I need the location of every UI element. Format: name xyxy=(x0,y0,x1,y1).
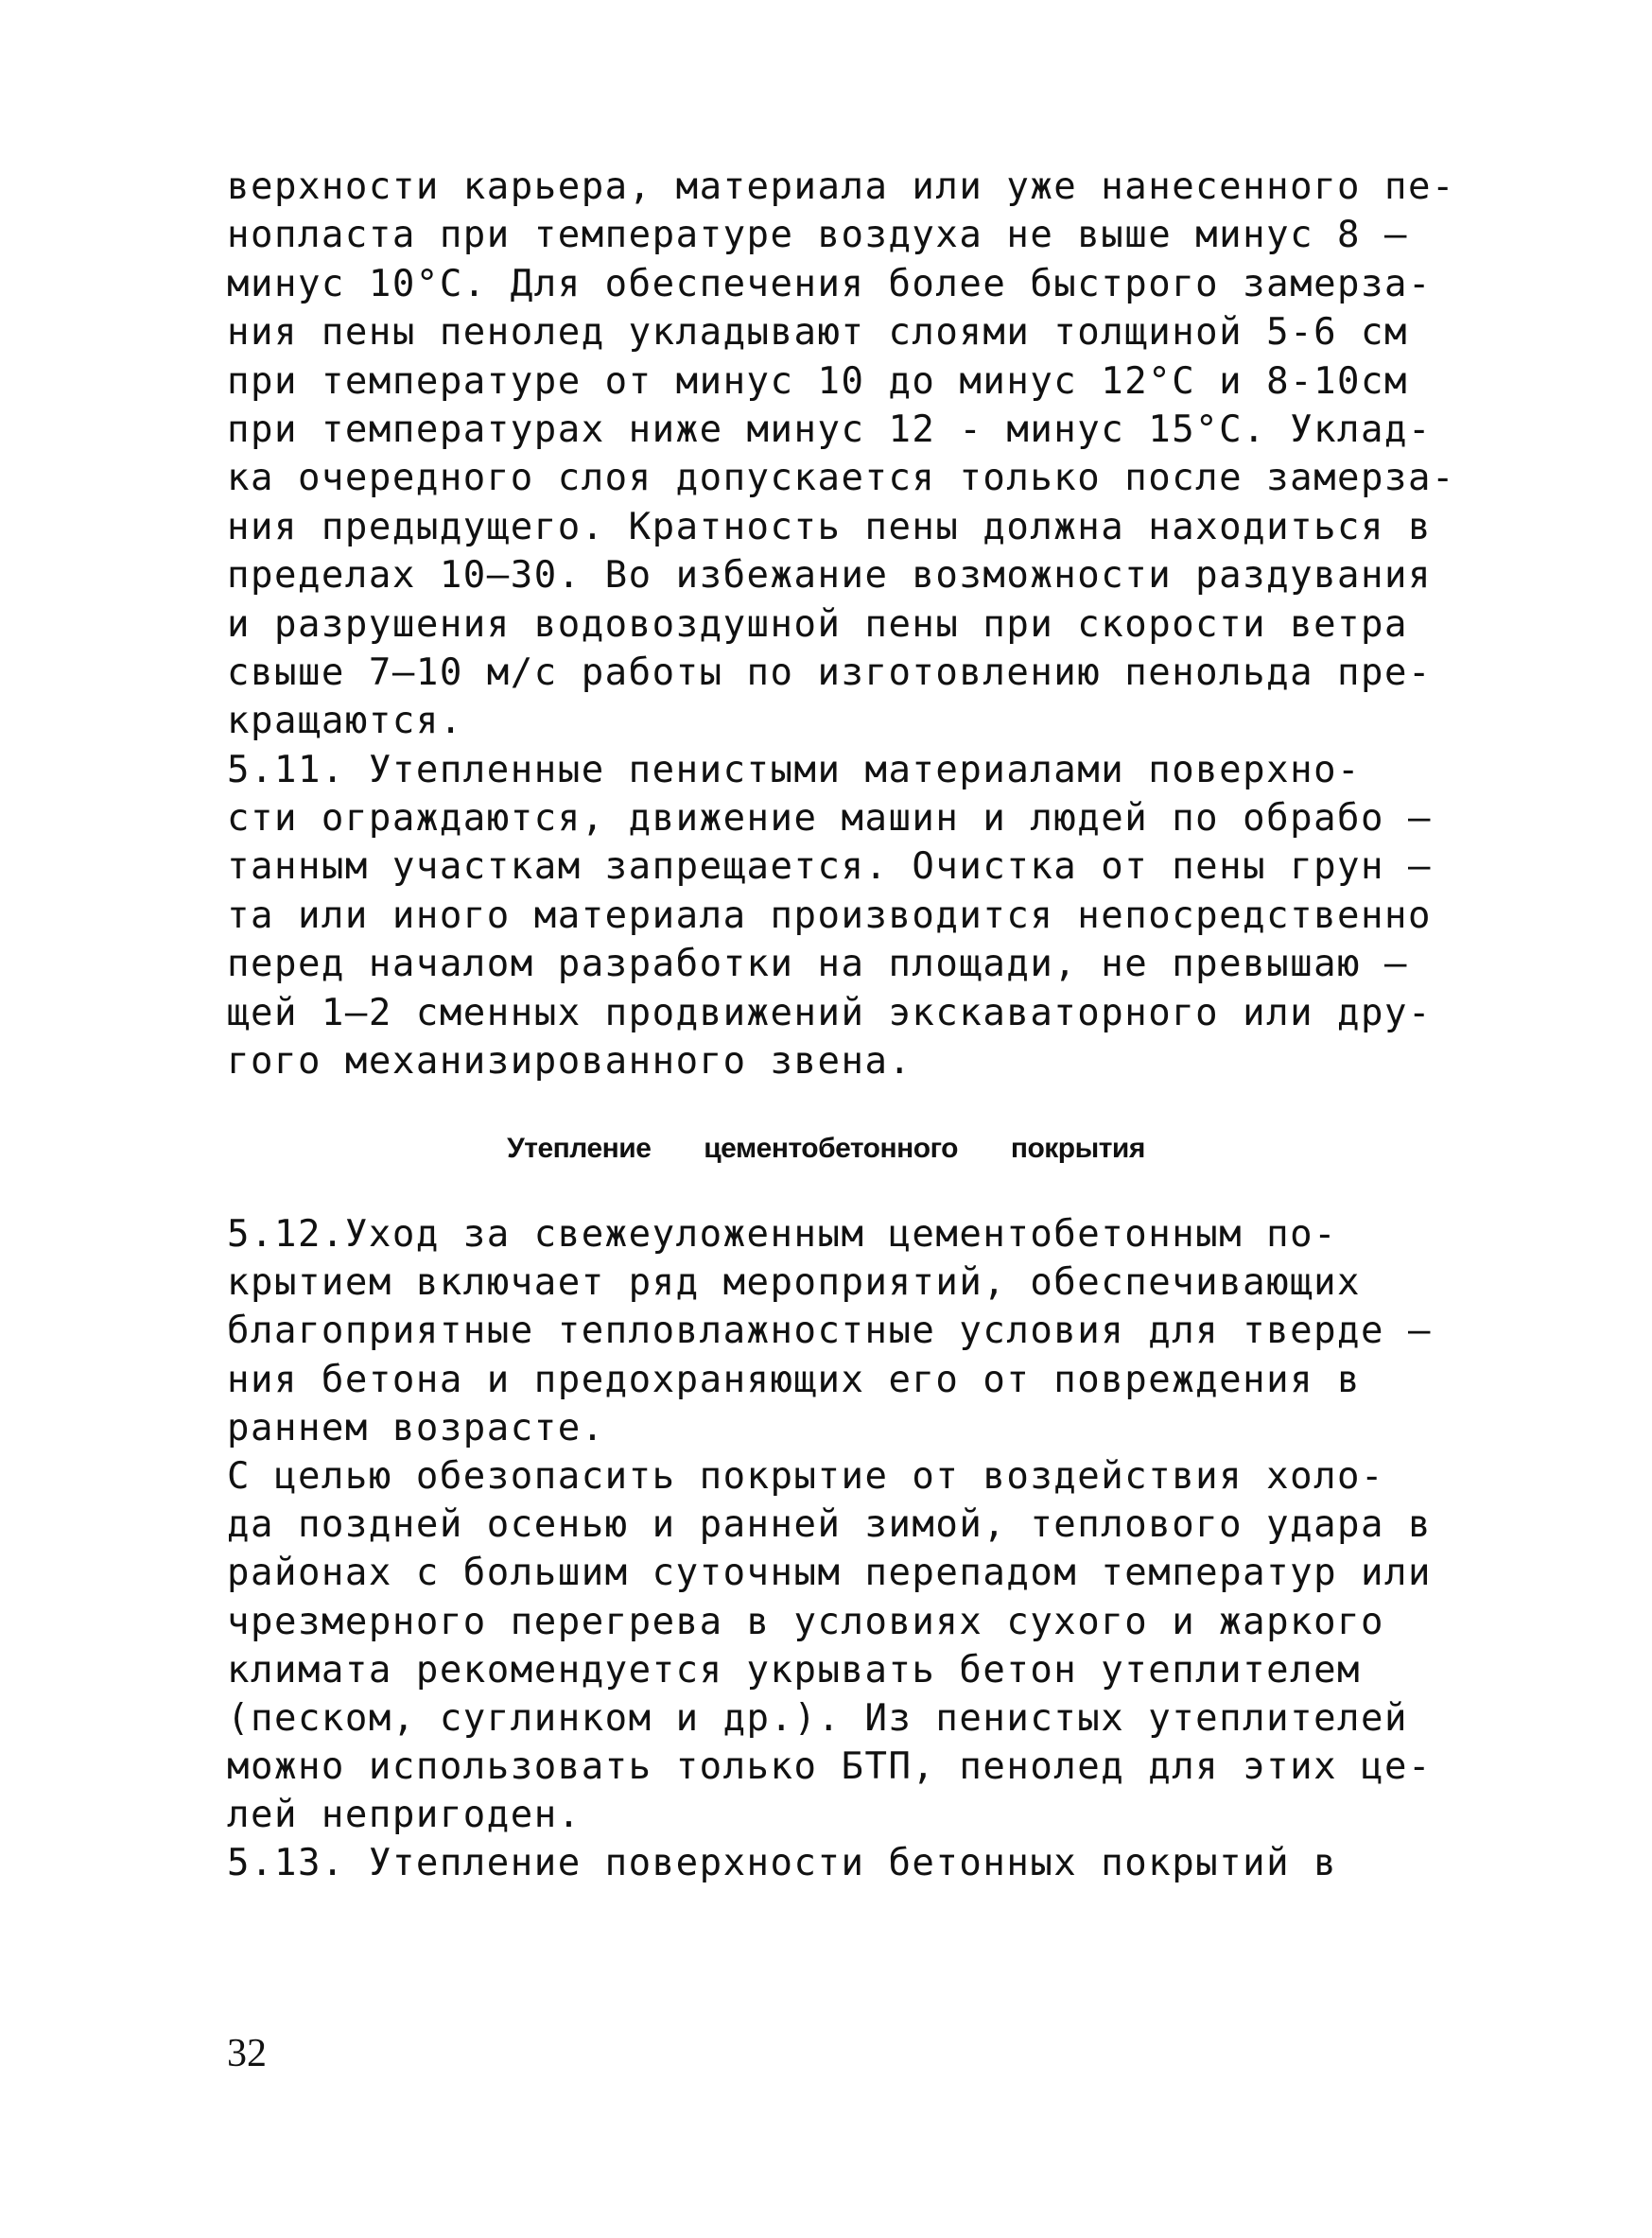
text-line: гого механизированного звена. xyxy=(227,1040,913,1084)
text-line: верхности карьера, материала или уже нанесенного пе- xyxy=(227,165,1455,208)
text-line: свыше 7–10 м/с работы по изготовлению пенольда пре- xyxy=(227,651,1432,694)
text-line: и разрушения водовоздушной пены при скорости ветра xyxy=(227,602,1408,646)
body-text-block-2 xyxy=(227,1210,1432,1888)
text-line: ка очередного слоя допускается только после замерза- xyxy=(227,457,1455,500)
text-line: минус 10°С. Для обеспечения более быстрого замерза- xyxy=(227,262,1432,305)
text-line: С целью обезопасить покрытие от воздействия холо- xyxy=(227,1454,1385,1498)
paragraph-5-11-first-line: 5.11. Утепленные пенистыми материалами поверхно- xyxy=(227,748,1362,791)
text-line: крытием включает ряд мероприятий, обеспечивающих xyxy=(227,1261,1362,1305)
section-heading: Утепление цементобетонного покрытия xyxy=(507,1133,1145,1164)
text-line: при температурах ниже минус 12 - минус 15°С. Уклад- xyxy=(227,408,1432,451)
text-line: сти ограждаются, движение машин и людей по обрабо – xyxy=(227,797,1432,841)
text-line: можно использовать только БТП, пенолед для этих це- xyxy=(227,1745,1432,1789)
text-line: ния пены пенолед укладывают слоями толщиной 5-6 см xyxy=(227,311,1408,355)
paragraph-5-12-first-line: 5.12.Уход за свежеуложенным цементобетонным по- xyxy=(227,1213,1338,1256)
text-line: раннем возрасте. xyxy=(227,1406,605,1449)
text-line: климата рекомендуется укрывать бетон утеплителем xyxy=(227,1648,1362,1692)
text-line: щей 1–2 сменных продвижений экскаваторного или дру- xyxy=(227,991,1432,1034)
text-line: пределах 10–30. Во избежание возможности раздувания xyxy=(227,554,1432,598)
text-line: при температуре от минус 10 до минус 12°С и 8-10см xyxy=(227,359,1408,403)
text-line: перед началом разработки на площади, не превышаю – xyxy=(227,943,1408,986)
text-line: благоприятные тепловлажностные условия для тверде – xyxy=(227,1310,1432,1353)
text-line: та или иного материала производится непосредственно xyxy=(227,893,1432,937)
text-line: танным участкам запрещается. Очистка от пены грун – xyxy=(227,845,1432,889)
text-line: ния предыдущего. Кратность пены должна находиться в xyxy=(227,505,1432,548)
page-number: 32 xyxy=(227,2032,267,2075)
body-text-block-1 xyxy=(227,163,1455,1085)
text-line: да поздней осенью и ранней зимой, теплового удара в xyxy=(227,1503,1432,1547)
text-line: кращаются. xyxy=(227,700,463,743)
text-line: (песком, суглинком и др.). Из пенистых утеплителей xyxy=(227,1696,1408,1740)
text-line: ния бетона и предохраняющих его от повреждения в xyxy=(227,1358,1362,1401)
text-line: чрезмерного перегрева в условиях сухого и жаркого xyxy=(227,1600,1385,1643)
paragraph-5-13-first-line: 5.13. Утепление поверхности бетонных покрытий в xyxy=(227,1842,1338,1885)
text-line: лей непригоден. xyxy=(227,1794,582,1837)
text-line: нопласта при температуре воздуха не выше минус 8 – xyxy=(227,214,1408,257)
text-line: районах с большим суточным перепадом температур или xyxy=(227,1552,1432,1595)
